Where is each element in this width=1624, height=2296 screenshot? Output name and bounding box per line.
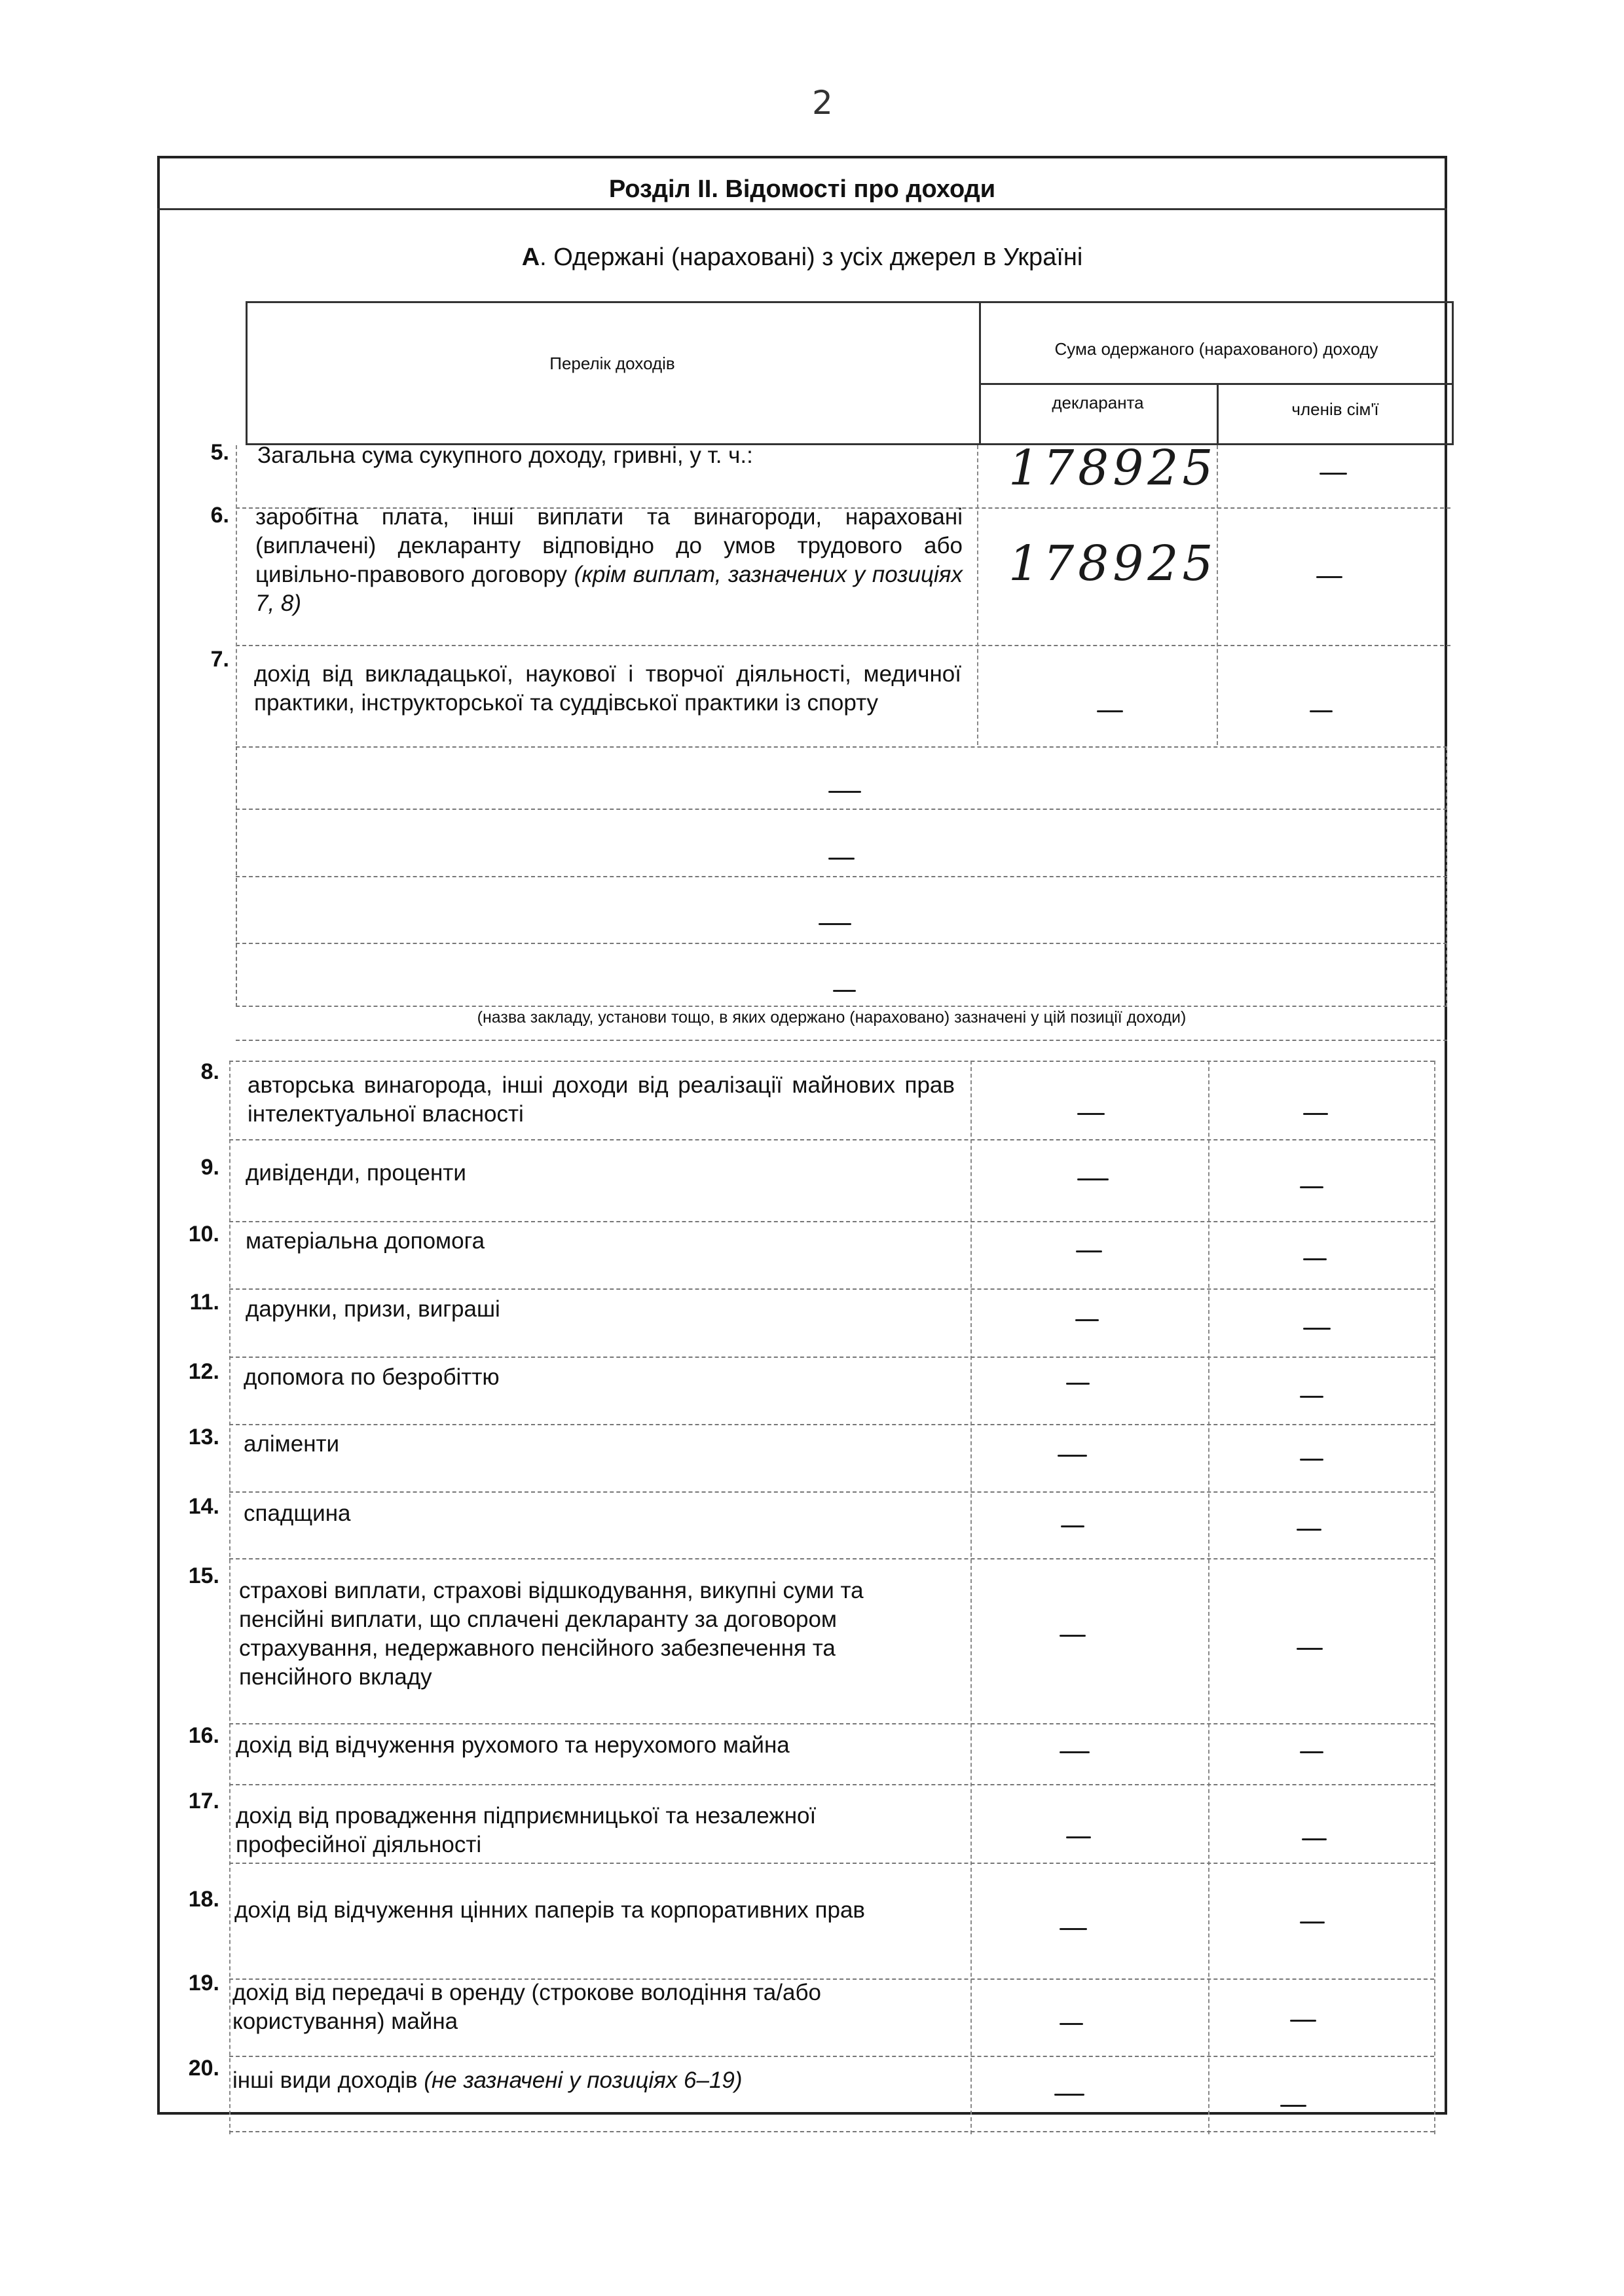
income-list-header: Перелік доходів xyxy=(549,354,675,373)
row-description xyxy=(232,2066,953,2095)
divider xyxy=(157,208,1447,210)
row-description: матеріальна допомога xyxy=(246,1228,485,1254)
row-number: 8. xyxy=(200,1059,219,1084)
family-dash xyxy=(1310,710,1333,712)
divider xyxy=(229,1061,1434,1062)
family-dash xyxy=(1290,2020,1316,2022)
row-note: (крім виплат, зазначених у позиціях 7, 8) xyxy=(255,562,963,616)
row-number: 6. xyxy=(210,503,229,528)
row-description: допомога по безробіттю xyxy=(244,1364,500,1390)
declarant-dash xyxy=(1097,710,1123,712)
declarant-dash xyxy=(1076,1250,1102,1252)
declarant-amount-handwritten: 178925 xyxy=(1008,536,1217,592)
family-dash xyxy=(1300,1751,1323,1753)
row-number: 20. xyxy=(188,2056,219,2081)
institution-caption: (назва закладу, установи тощо, в яких одержано (нараховано) зазначені у цій позиції доходи) xyxy=(477,1008,1187,1027)
divider xyxy=(229,1357,1434,1358)
row-number: 12. xyxy=(188,1359,219,1384)
row-number: 18. xyxy=(188,1887,219,1912)
page-number: 2 xyxy=(812,84,833,122)
declarant-dash xyxy=(1066,1383,1090,1385)
family-dash xyxy=(1300,1459,1323,1461)
institution-dash xyxy=(833,990,856,992)
divider xyxy=(236,876,1447,877)
divider xyxy=(1217,445,1218,745)
family-dash xyxy=(1303,1258,1327,1260)
row-number: 14. xyxy=(188,1494,219,1519)
declarant-dash xyxy=(1060,2023,1083,2025)
amount-group-header: Сума одержаного (нарахованого) доходу xyxy=(1054,339,1378,359)
row-description: авторська винагорода, інші доходи від реалізації майнових прав інтелектуальної власності xyxy=(248,1072,955,1127)
row-description: дохід від відчуження рухомого та нерухомого майна xyxy=(236,1732,790,1758)
row-description: дохід від викладацької, наукової і творчої діяльності, медичної практики, інструкторської та суддівської практики із спорту xyxy=(254,661,961,716)
family-dash xyxy=(1320,473,1347,475)
declarant-dash xyxy=(1058,1455,1087,1457)
subsection-text: . Одержані (нараховані) з усіх джерел в Україні xyxy=(540,244,1083,271)
row-description: Загальна сума сукупного доходу, гривні, у т. ч.: xyxy=(257,443,753,468)
declarant-dash xyxy=(1060,1928,1087,1930)
divider xyxy=(229,1491,1434,1493)
row-number: 5. xyxy=(210,440,229,465)
row-description: дивіденди, проценти xyxy=(246,1160,466,1186)
declarant-amount-handwritten: 178925 xyxy=(1008,440,1217,496)
divider xyxy=(979,383,1454,385)
row-number: 10. xyxy=(188,1222,219,1247)
divider xyxy=(236,1040,1447,1041)
row-description: страхові виплати, страхові відшкодування, викупні суми та пенсійні виплати, що сплачені декларанту за договором страхування, недержавного пенсійного забезпечення та пенсійного вкладу xyxy=(239,1578,864,1690)
divider xyxy=(979,301,981,445)
divider xyxy=(1434,1061,1435,2134)
row-description: спадщина xyxy=(244,1501,351,1526)
declarant-dash xyxy=(1075,1319,1099,1321)
row-number: 13. xyxy=(188,1425,219,1449)
row-description: дохід від провадження підприємницької та незалежної професійної діяльності xyxy=(236,1803,817,1857)
declarant-dash xyxy=(1060,1635,1086,1637)
divider xyxy=(229,1723,1434,1724)
declarant-dash xyxy=(1077,1113,1105,1115)
declarant-dash xyxy=(1077,1178,1109,1180)
row-description: дарунки, призи, виграші xyxy=(246,1296,500,1322)
institution-dash xyxy=(828,791,861,793)
row-text: інші види доходів xyxy=(232,2068,418,2093)
family-dash xyxy=(1280,2105,1306,2107)
family-dash xyxy=(1300,1186,1323,1188)
row-number: 9. xyxy=(200,1155,219,1180)
divider xyxy=(229,2056,1434,2057)
divider xyxy=(229,1863,1434,1864)
divider xyxy=(236,809,1447,810)
row-number: 15. xyxy=(188,1563,219,1588)
divider xyxy=(229,1558,1434,1559)
row-number: 11. xyxy=(189,1290,219,1315)
divider xyxy=(229,1424,1434,1425)
institution-dash xyxy=(828,858,855,860)
family-header: членів сім'ї xyxy=(1291,399,1379,419)
divider xyxy=(229,1784,1434,1785)
family-dash xyxy=(1297,1648,1323,1650)
divider xyxy=(229,2131,1434,2132)
declarant-header: декларанта xyxy=(1052,393,1144,412)
family-dash xyxy=(1300,1396,1323,1398)
family-dash xyxy=(1302,1838,1327,1840)
row-description: аліменти xyxy=(244,1431,340,1457)
family-dash xyxy=(1300,1922,1325,1923)
divider xyxy=(236,943,1447,944)
institution-dash xyxy=(819,923,851,925)
declarant-dash xyxy=(1066,1836,1091,1838)
declarant-dash xyxy=(1054,2094,1084,2096)
family-dash xyxy=(1316,576,1342,578)
row-number: 16. xyxy=(188,1723,219,1748)
family-dash xyxy=(1303,1113,1328,1115)
divider xyxy=(236,445,237,745)
section-title: Розділ ІІ. Відомості про доходи xyxy=(608,175,996,203)
row-number: 19. xyxy=(188,1971,219,1995)
divider xyxy=(229,1288,1434,1290)
declarant-dash xyxy=(1060,1751,1090,1753)
subsection-letter: А xyxy=(521,244,540,271)
declarant-dash xyxy=(1061,1525,1084,1527)
row-description: дохід від відчуження цінних паперів та корпоративних прав xyxy=(234,1897,866,1923)
family-dash xyxy=(1297,1529,1321,1531)
row-number: 7. xyxy=(210,647,229,672)
divider xyxy=(229,1221,1434,1222)
divider xyxy=(977,445,978,745)
subsection-title xyxy=(157,244,1447,272)
divider xyxy=(229,1139,1434,1140)
row-description: дохід від передачі в оренду (строкове володіння та/або користування) майна xyxy=(232,1980,821,2034)
row-text: заробітна плата, інші виплати та винагороди, нараховані (виплачені) декларанту відповідно до умов трудового або цивільно-правового договору xyxy=(255,504,963,587)
row-note: (не зазначені у позиціях 6–19) xyxy=(424,2068,743,2093)
row-number: 17. xyxy=(188,1789,219,1813)
row-description xyxy=(255,503,963,618)
family-dash xyxy=(1303,1328,1331,1330)
divider xyxy=(236,645,1450,646)
